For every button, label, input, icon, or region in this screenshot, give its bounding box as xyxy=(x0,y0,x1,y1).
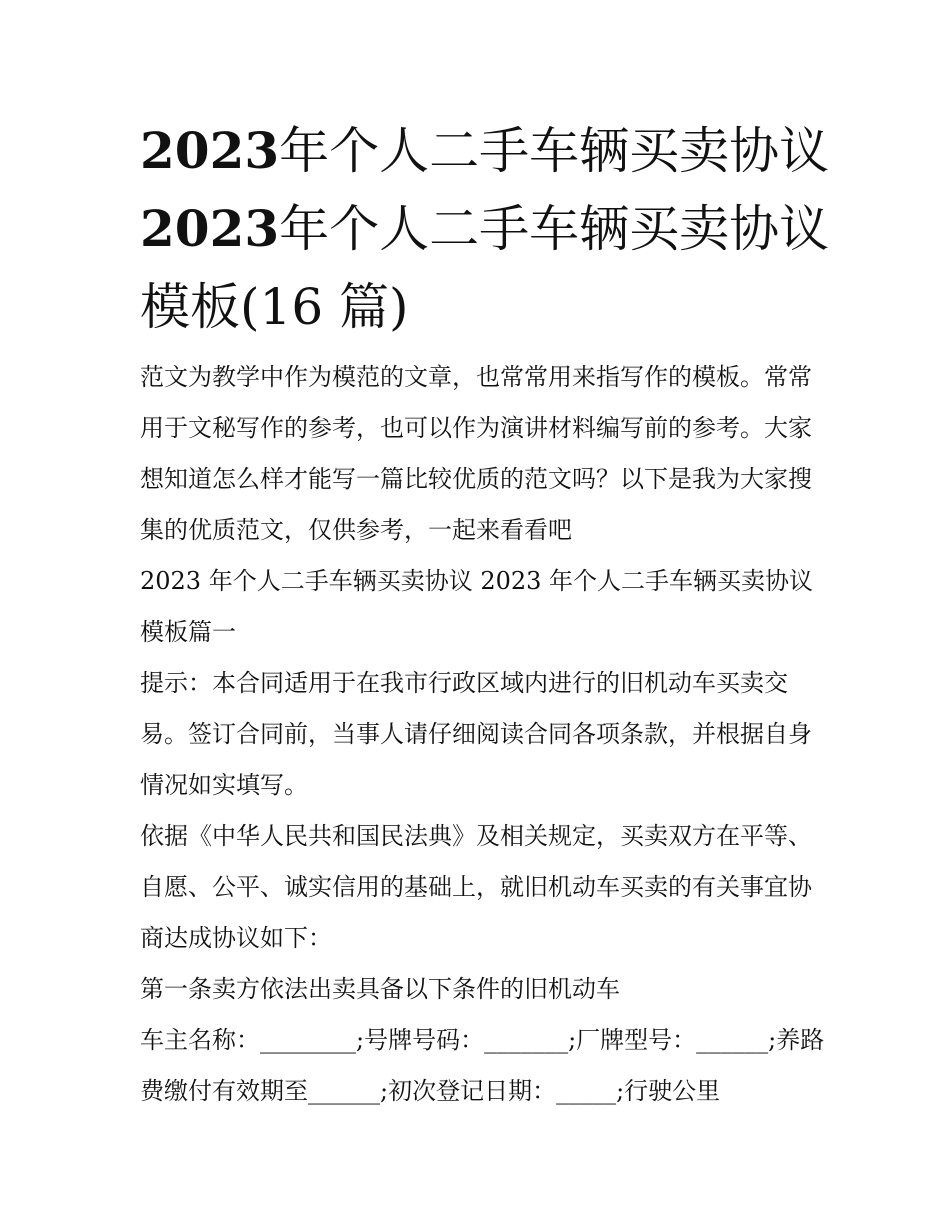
section-heading: 2023 年个人二手车辆买卖协议 2023 年个人二手车辆买卖协议模板篇一 xyxy=(140,567,814,646)
title-line-3 xyxy=(140,268,840,346)
document-body xyxy=(140,352,830,1117)
title-line-2 xyxy=(140,190,840,268)
basis-paragraph: 依据《中华人民共和国民法典》及相关规定，买卖双方在平等、自愿、公平、诚实信用的基础上，就旧机动车买卖的有关事宜协商达成协议如下： xyxy=(140,822,812,952)
title-year: 2023 xyxy=(140,121,280,180)
title-text: 模板(16 篇) xyxy=(140,278,409,336)
article-one-heading: 第一条卖方依法出卖具备以下条件的旧机动车 xyxy=(140,975,620,1003)
document-title xyxy=(140,112,840,346)
title-text: 年个人二手车辆买卖协议 xyxy=(279,122,830,180)
title-year: 2023 xyxy=(140,199,280,258)
title-text: 年个人二手车辆买卖协议 xyxy=(279,200,830,258)
intro-paragraph: 范文为教学中作为模范的文章，也常常用来指写作的模板。常常用于文秘写作的参考，也可以作为演讲材料编写前的参考。大家想知道怎么样才能写一篇比较优质的范文吗？以下是我为大家搜集的优质范文，仅供参考，一起来看看吧 xyxy=(140,363,812,544)
notice-paragraph: 提示：本合同适用于在我市行政区域内进行的旧机动车买卖交易。签订合同前，当事人请仔细阅读合同各项条款，并根据自身情况如实填写。 xyxy=(140,669,812,799)
vehicle-info-paragraph: 车主名称：________;号牌号码：_______;厂牌型号：______;养路费缴付有效期至______;初次登记日期：_____;行驶公里 xyxy=(140,1026,825,1105)
title-line-1 xyxy=(140,112,840,190)
